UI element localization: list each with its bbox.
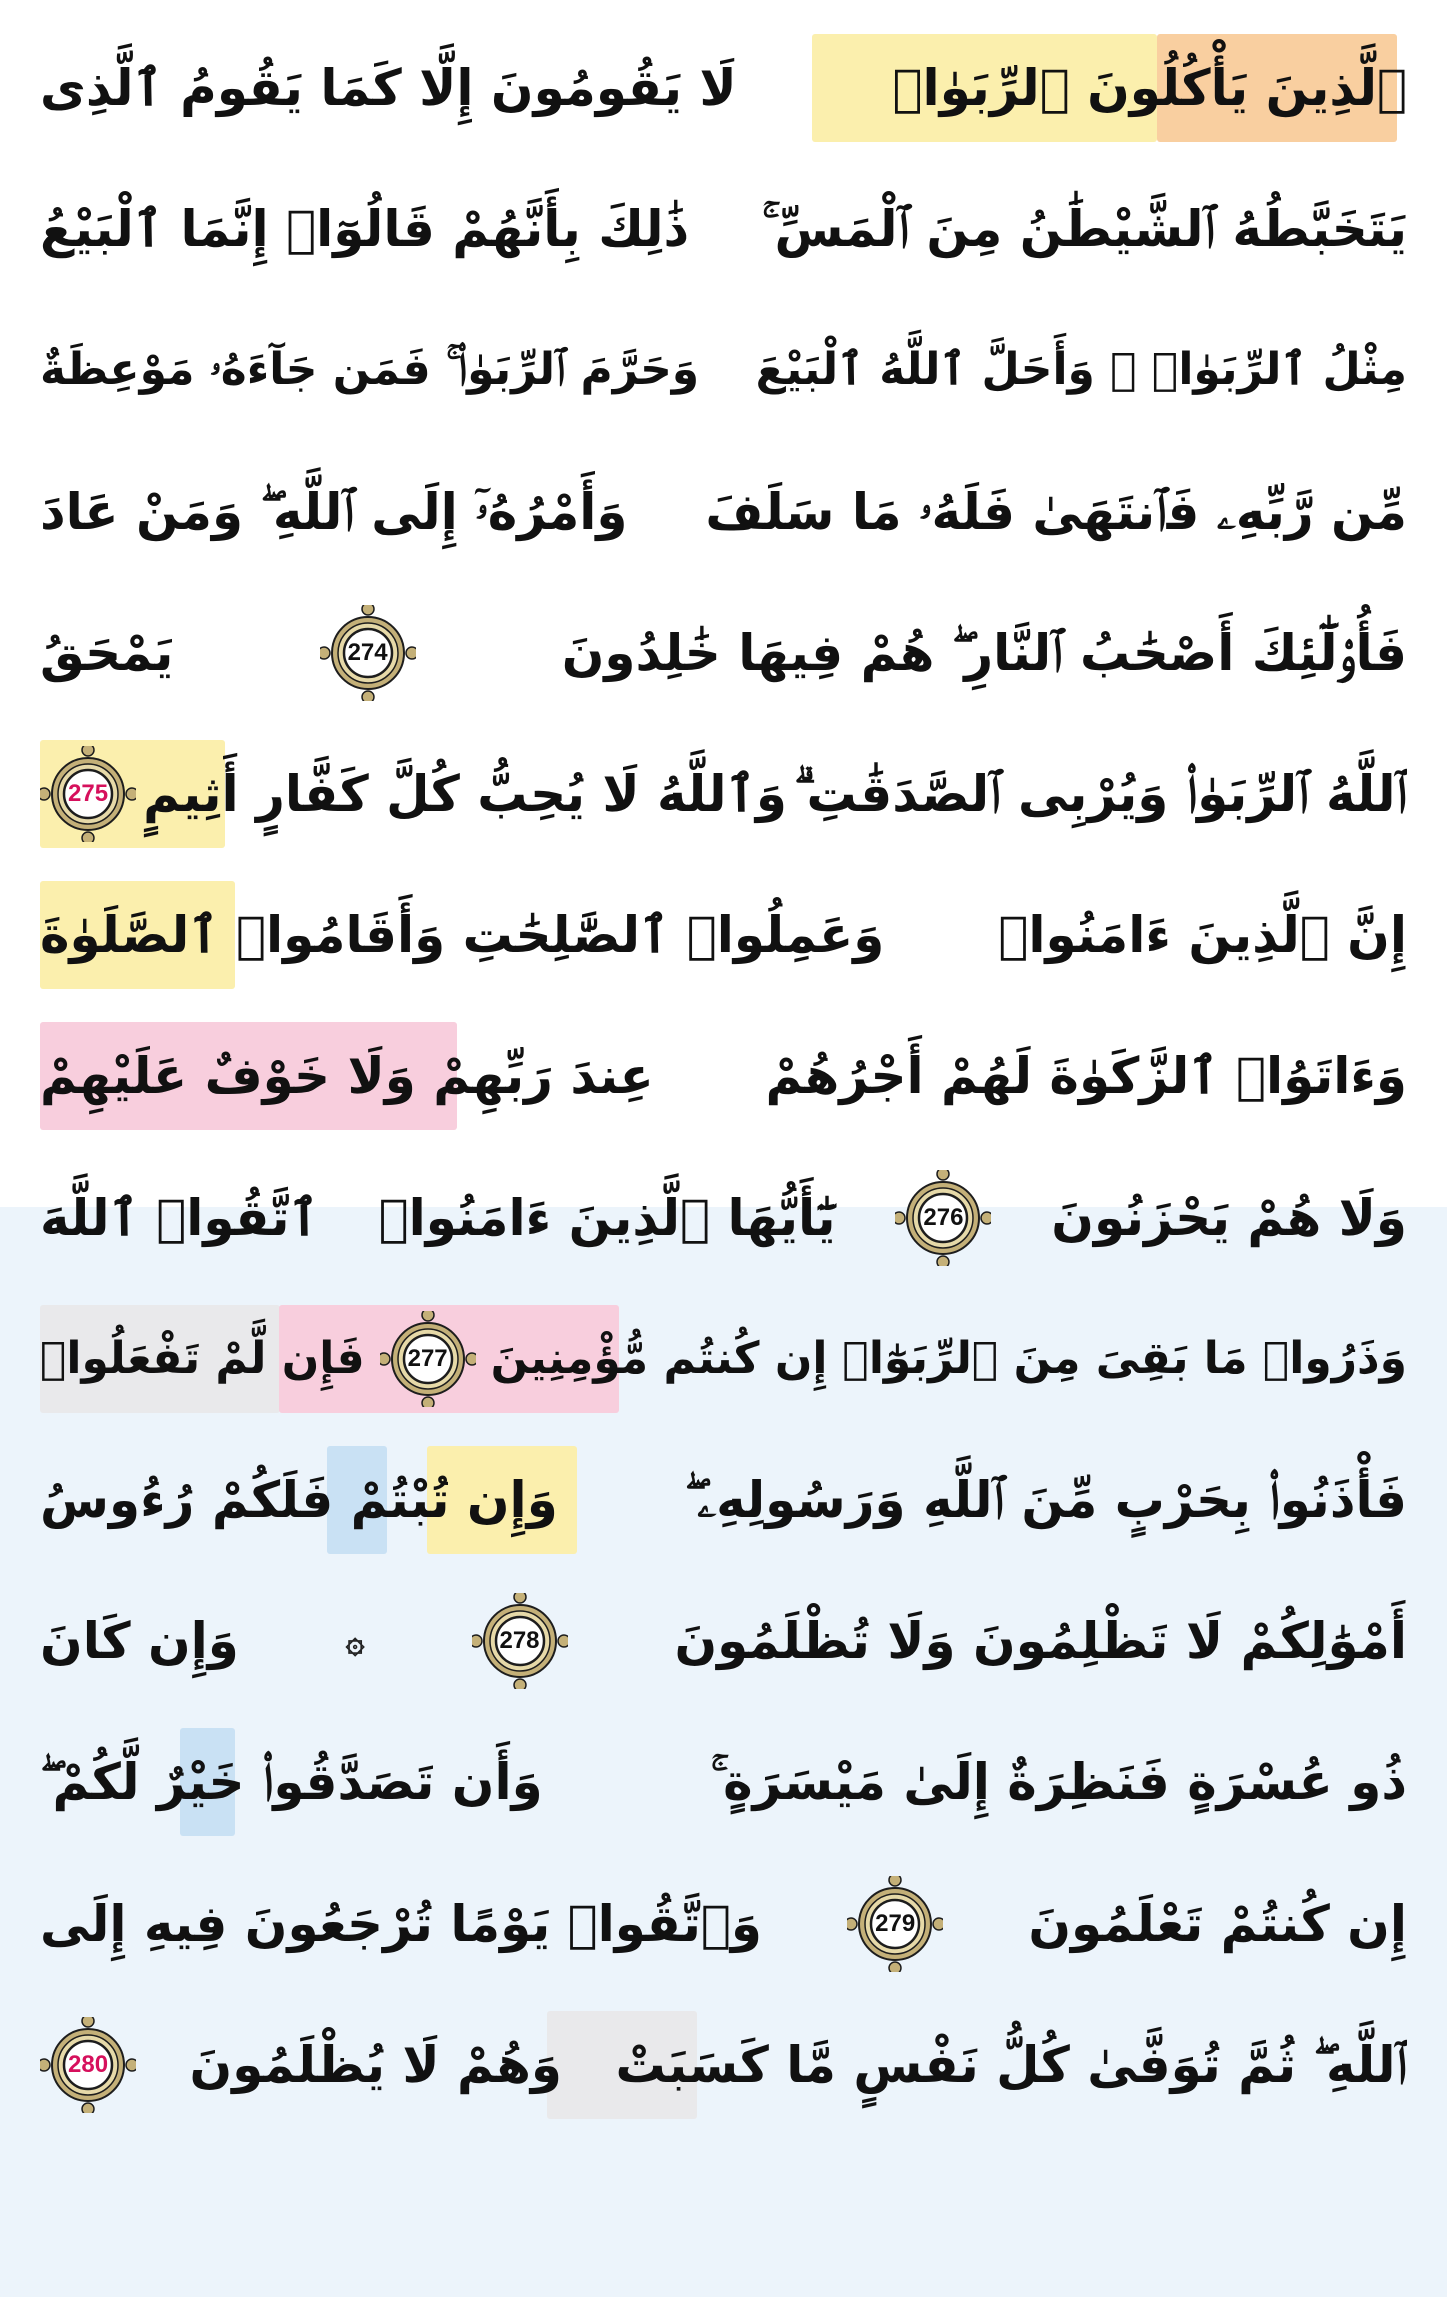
verse-text: إِنَّ ٱلَّذِينَ ءَامَنُوا۟: [998, 906, 1407, 965]
verse-line: [40, 1722, 1407, 1842]
verse-text: وَحَرَّمَ ٱلرِّبَوٰا۟ ۚ فَمَن جَآءَهُۥ مَوْعِظَةٌ: [40, 344, 700, 396]
verse-line: [40, 593, 1407, 713]
verse-text: عِندَ رَبِّهِمْ وَلَا خَوْفٌ عَلَيْهِمْ: [40, 1047, 654, 1106]
verse-text: وَإِن كَانَ: [40, 1612, 239, 1671]
verse-text: يَٰٓأَيُّهَا ٱلَّذِينَ ءَامَنُوا۟: [378, 1188, 836, 1247]
verse-text: ذُو عُسْرَةٍ فَنَظِرَةٌ إِلَىٰ مَيْسَرَةٍ ۚ: [710, 1753, 1407, 1812]
verse-text: مِّن رَّبِّهِۦ فَٱنتَهَىٰ فَلَهُۥ مَا سَلَفَ: [705, 482, 1407, 541]
verse-text: وَإِن تُبْتُمْ فَلَكُمْ رُءُوسُ: [40, 1471, 558, 1529]
verse-text: وَهُمْ لَا يُظْلَمُونَ: [189, 2035, 562, 2094]
verse-line: [40, 2005, 1407, 2125]
verse-text: وَأَمْرُهُۥٓ إِلَى ٱللَّهِ ۖ وَمَنْ عَادَ: [40, 482, 628, 541]
ayah-number-marker: [380, 1311, 476, 1407]
verse-line: [40, 1016, 1407, 1136]
verse-line: [40, 1864, 1407, 1984]
verse-text: إِن كُنتُمْ تَعْلَمُونَ: [1028, 1894, 1407, 1953]
verse-text: ذَٰلِكَ بِأَنَّهُمْ قَالُوٓا۟ إِنَّمَا ٱلْبَيْعُ: [40, 200, 690, 259]
ayah-number: 274: [347, 638, 388, 666]
verse-text: يَتَخَبَّطُهُ ٱلشَّيْطَٰنُ مِنَ ٱلْمَسِّ ۚ: [762, 200, 1407, 259]
verse-line: [40, 1158, 1407, 1278]
verse-line: [40, 169, 1407, 289]
verse-line: [40, 1299, 1407, 1419]
verse-text: ٱللَّهِ ۖ ثُمَّ تُوَفَّىٰ كُلُّ نَفْسٍ مَّا كَسَبَتْ: [615, 2035, 1407, 2094]
ayah-number-marker: [40, 2017, 136, 2113]
ayah-number: 279: [875, 1909, 916, 1937]
verse-text: لَا يَقُومُونَ إِلَّا كَمَا يَقُومُ ٱلَّذِى: [40, 59, 737, 117]
verse-text: وَٱتَّقُوا۟ يَوْمًا تُرْجَعُونَ فِيهِ إِلَى: [40, 1894, 762, 1953]
ayah-number-marker: [472, 1593, 568, 1689]
verse-text: ٱتَّقُوا۟ ٱللَّهَ: [40, 1188, 319, 1247]
verse-line: [40, 310, 1407, 430]
ayah-number: 278: [499, 1627, 540, 1655]
verse-text: مِثْلُ ٱلرِّبَوٰا۟ ۗ وَأَحَلَّ ٱللَّهُ ٱلْبَيْعَ: [755, 344, 1407, 396]
ayah-number-marker: [847, 1876, 943, 1972]
verse-line: [40, 28, 1407, 148]
ayah-number: 280: [68, 2050, 109, 2078]
verse-text: وَأَن تَصَدَّقُوا۟ خَيْرٌ لَّكُمْ ۖ: [40, 1753, 543, 1812]
verse-line: [40, 1581, 1407, 1701]
ayah-number: 277: [407, 1344, 448, 1372]
ayah-number: 276: [923, 1203, 964, 1231]
verse-text: ٱللَّهُ ٱلرِّبَوٰا۟ وَيُرْبِى ٱلصَّدَقَٰتِ ۗ: [794, 765, 1407, 823]
verse-line: [40, 734, 1407, 854]
verse-line: [40, 452, 1407, 572]
rub-el-hizb-icon: ۞: [345, 1622, 365, 1661]
verse-text: وَذَرُوا۟ مَا بَقِىَ مِنَ ٱلرِّبَوٰٓا۟: [842, 1332, 1407, 1384]
verse-line: [40, 1440, 1407, 1560]
verse-text: إِن كُنتُم مُّؤْمِنِينَ: [490, 1332, 828, 1384]
ayah-number-marker: [320, 605, 416, 701]
ayah-number-marker: [40, 746, 136, 842]
verse-text: فَأْذَنُوا۟ بِحَرْبٍ مِّنَ ٱللَّهِ وَرَسُولِهِۦ ۖ: [684, 1471, 1407, 1529]
verse-text: فَأُو۟لَٰٓئِكَ أَصْحَٰبُ ٱلنَّارِ ۖ هُمْ فِيهَا خَٰلِدُونَ: [561, 623, 1407, 682]
verse-text: فَإِن لَّمْ تَفْعَلُوا۟: [40, 1332, 365, 1384]
verse-text: وَلَا هُمْ يَحْزَنُونَ: [1051, 1188, 1407, 1247]
verse-text: يَمْحَقُ: [40, 623, 174, 682]
verse-text: وَٱللَّهُ لَا يُحِبُّ كُلَّ كَفَّارٍ أَثِيمٍ: [143, 765, 787, 823]
ayah-number-marker: [895, 1170, 991, 1266]
verse-text: وَءَاتَوُا۟ ٱلزَّكَوٰةَ لَهُمْ أَجْرُهُمْ: [765, 1047, 1407, 1106]
ayah-number: 275: [68, 780, 109, 807]
verse-text: وَعَمِلُوا۟ ٱلصَّٰلِحَٰتِ وَأَقَامُوا۟ ٱلصَّلَوٰةَ: [40, 906, 885, 965]
verse-text: أَمْوَٰلِكُمْ لَا تَظْلِمُونَ وَلَا تُظْلَمُونَ: [674, 1612, 1407, 1671]
verse-line: [40, 875, 1407, 995]
verse-text: ٱلَّذِينَ يَأْكُلُونَ ٱلرِّبَوٰا۟: [892, 59, 1407, 117]
